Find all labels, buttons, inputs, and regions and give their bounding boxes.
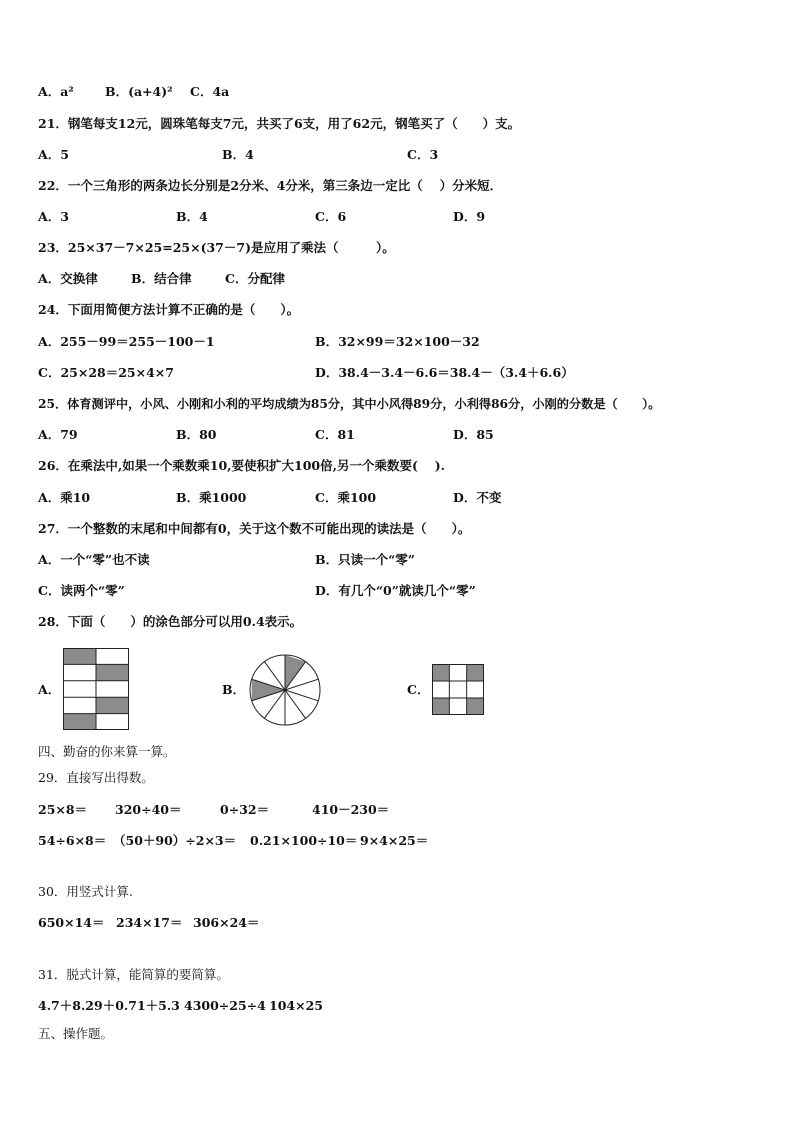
q22-option-a: A．3: [38, 209, 69, 224]
q29-item: 54÷6×8＝: [38, 833, 107, 848]
q25-stem: 25．体育测评中，小风、小刚和小利的平均成绩为85分，其中小风得89分，小利得86分，小刚的分数是（ ）。: [38, 397, 661, 411]
q29-item: 410－230＝: [312, 802, 390, 817]
q25-option-d: D．85: [453, 427, 494, 442]
q23-option-a: A．交换律: [38, 271, 98, 286]
shaded-cell: [96, 664, 129, 680]
q25-option-b: B．80: [176, 427, 217, 442]
q30-item: 650×14＝: [38, 915, 105, 930]
q26-option-d: D．不变: [453, 490, 502, 505]
q29-item: 320÷40＝: [115, 802, 182, 817]
q21-option-c: C．3: [407, 147, 439, 162]
q30-item: 234×17＝: [116, 915, 183, 930]
q22-option-c: C．6: [315, 209, 347, 224]
q24-option-b: B．32×99＝32×100－32: [315, 334, 480, 349]
q27-option-a: A．一个“零”也不读: [38, 552, 150, 567]
q26-option-c: C．乘100: [315, 490, 377, 505]
q23-option-b: B．结合律: [131, 271, 192, 286]
section-5-heading: 五、操作题。: [38, 1026, 114, 1041]
q28-figure-c-grid: [432, 664, 484, 715]
q28-option-c: C．: [407, 682, 430, 697]
q28-option-a: A．: [38, 682, 61, 697]
q20-option-b: B．(a+4)²: [105, 84, 173, 99]
q22-stem: 22．一个三角形的两条边长分别是2分米、4分米，第三条边一定比（ ）分米短．: [38, 178, 503, 193]
q31-item: 4.7＋8.29＋0.71＋5.3: [38, 998, 180, 1013]
q29-item: （50＋90）÷2×3＝: [113, 833, 237, 848]
q31-stem: 31．脱式计算，能简算的要简算。: [38, 967, 229, 982]
shaded-cell: [432, 664, 449, 681]
q21-option-a: A．5: [38, 147, 69, 162]
q24-stem: 24．下面用简便方法计算不正确的是（ ）。: [38, 302, 300, 317]
q26-option-b: B．乘1000: [176, 490, 247, 505]
q23-stem: 23．25×37－7×25=25×(37－7)是应用了乘法（ ）。: [38, 240, 395, 255]
q29-item: 25×8＝: [38, 802, 88, 817]
q31-item: 4300÷25÷4: [184, 998, 266, 1013]
section-4-heading: 四、勤奋的你来算一算。: [38, 744, 176, 759]
q20-option-c: C．4a: [190, 84, 230, 99]
q31-item: 104×25: [269, 998, 323, 1013]
q27-stem: 27．一个整数的末尾和中间都有0，关于这个数不可能出现的读法是（ ）。: [38, 521, 471, 536]
q27-option-b: B．只读一个“零”: [315, 552, 415, 567]
q20-option-a: A．a²: [38, 84, 74, 99]
q30-item: 306×24＝: [193, 915, 260, 930]
q23-option-c: C．分配律: [225, 271, 285, 286]
q22-option-b: B．4: [176, 209, 208, 224]
q28-stem: 28．下面（ ）的涂色部分可以用0.4表示。: [38, 614, 303, 629]
q22-option-d: D．9: [453, 209, 486, 224]
q25-option-c: C．81: [315, 427, 355, 442]
shaded-cell: [432, 698, 449, 715]
q29-item: 9×4×25＝: [360, 833, 429, 848]
q21-stem: 21．钢笔每支12元，圆珠笔每支7元，共买了6支，用了62元，钢笔买了（ ）支。: [38, 116, 521, 131]
q27-option-c: C．读两个“零”: [38, 583, 125, 598]
q26-stem: 26．在乘法中,如果一个乘数乘10,要使积扩大100倍,另一个乘数要( ).: [38, 458, 445, 473]
q24-option-a: A．255－99＝255－100－1: [38, 334, 215, 349]
shaded-cell: [467, 664, 484, 681]
shaded-cell: [467, 698, 484, 715]
q28-figure-b-circle: [250, 655, 320, 725]
q29-stem: 29．直接写出得数。: [38, 770, 154, 785]
q24-option-c: C．25×28＝25×4×7: [38, 365, 174, 380]
q29-item: 0.21×100÷10＝: [250, 833, 358, 848]
q24-option-d: D．38.4－3.4－6.6＝38.4－（3.4＋6.6）: [315, 365, 574, 380]
q29-item: 0÷32＝: [220, 802, 270, 817]
q26-option-a: A．乘10: [38, 490, 91, 505]
q21-option-b: B．4: [222, 147, 254, 162]
q25-option-a: A．79: [38, 427, 78, 442]
q28-figure-a-grid: [63, 648, 129, 730]
shaded-cell: [63, 714, 96, 730]
q30-stem: 30．用竖式计算.: [38, 884, 133, 899]
q27-option-d: D．有几个“0”就读几个“零”: [315, 583, 476, 598]
shaded-cell: [96, 697, 129, 713]
shaded-cell: [63, 648, 96, 664]
q28-option-b: B．: [222, 682, 246, 697]
